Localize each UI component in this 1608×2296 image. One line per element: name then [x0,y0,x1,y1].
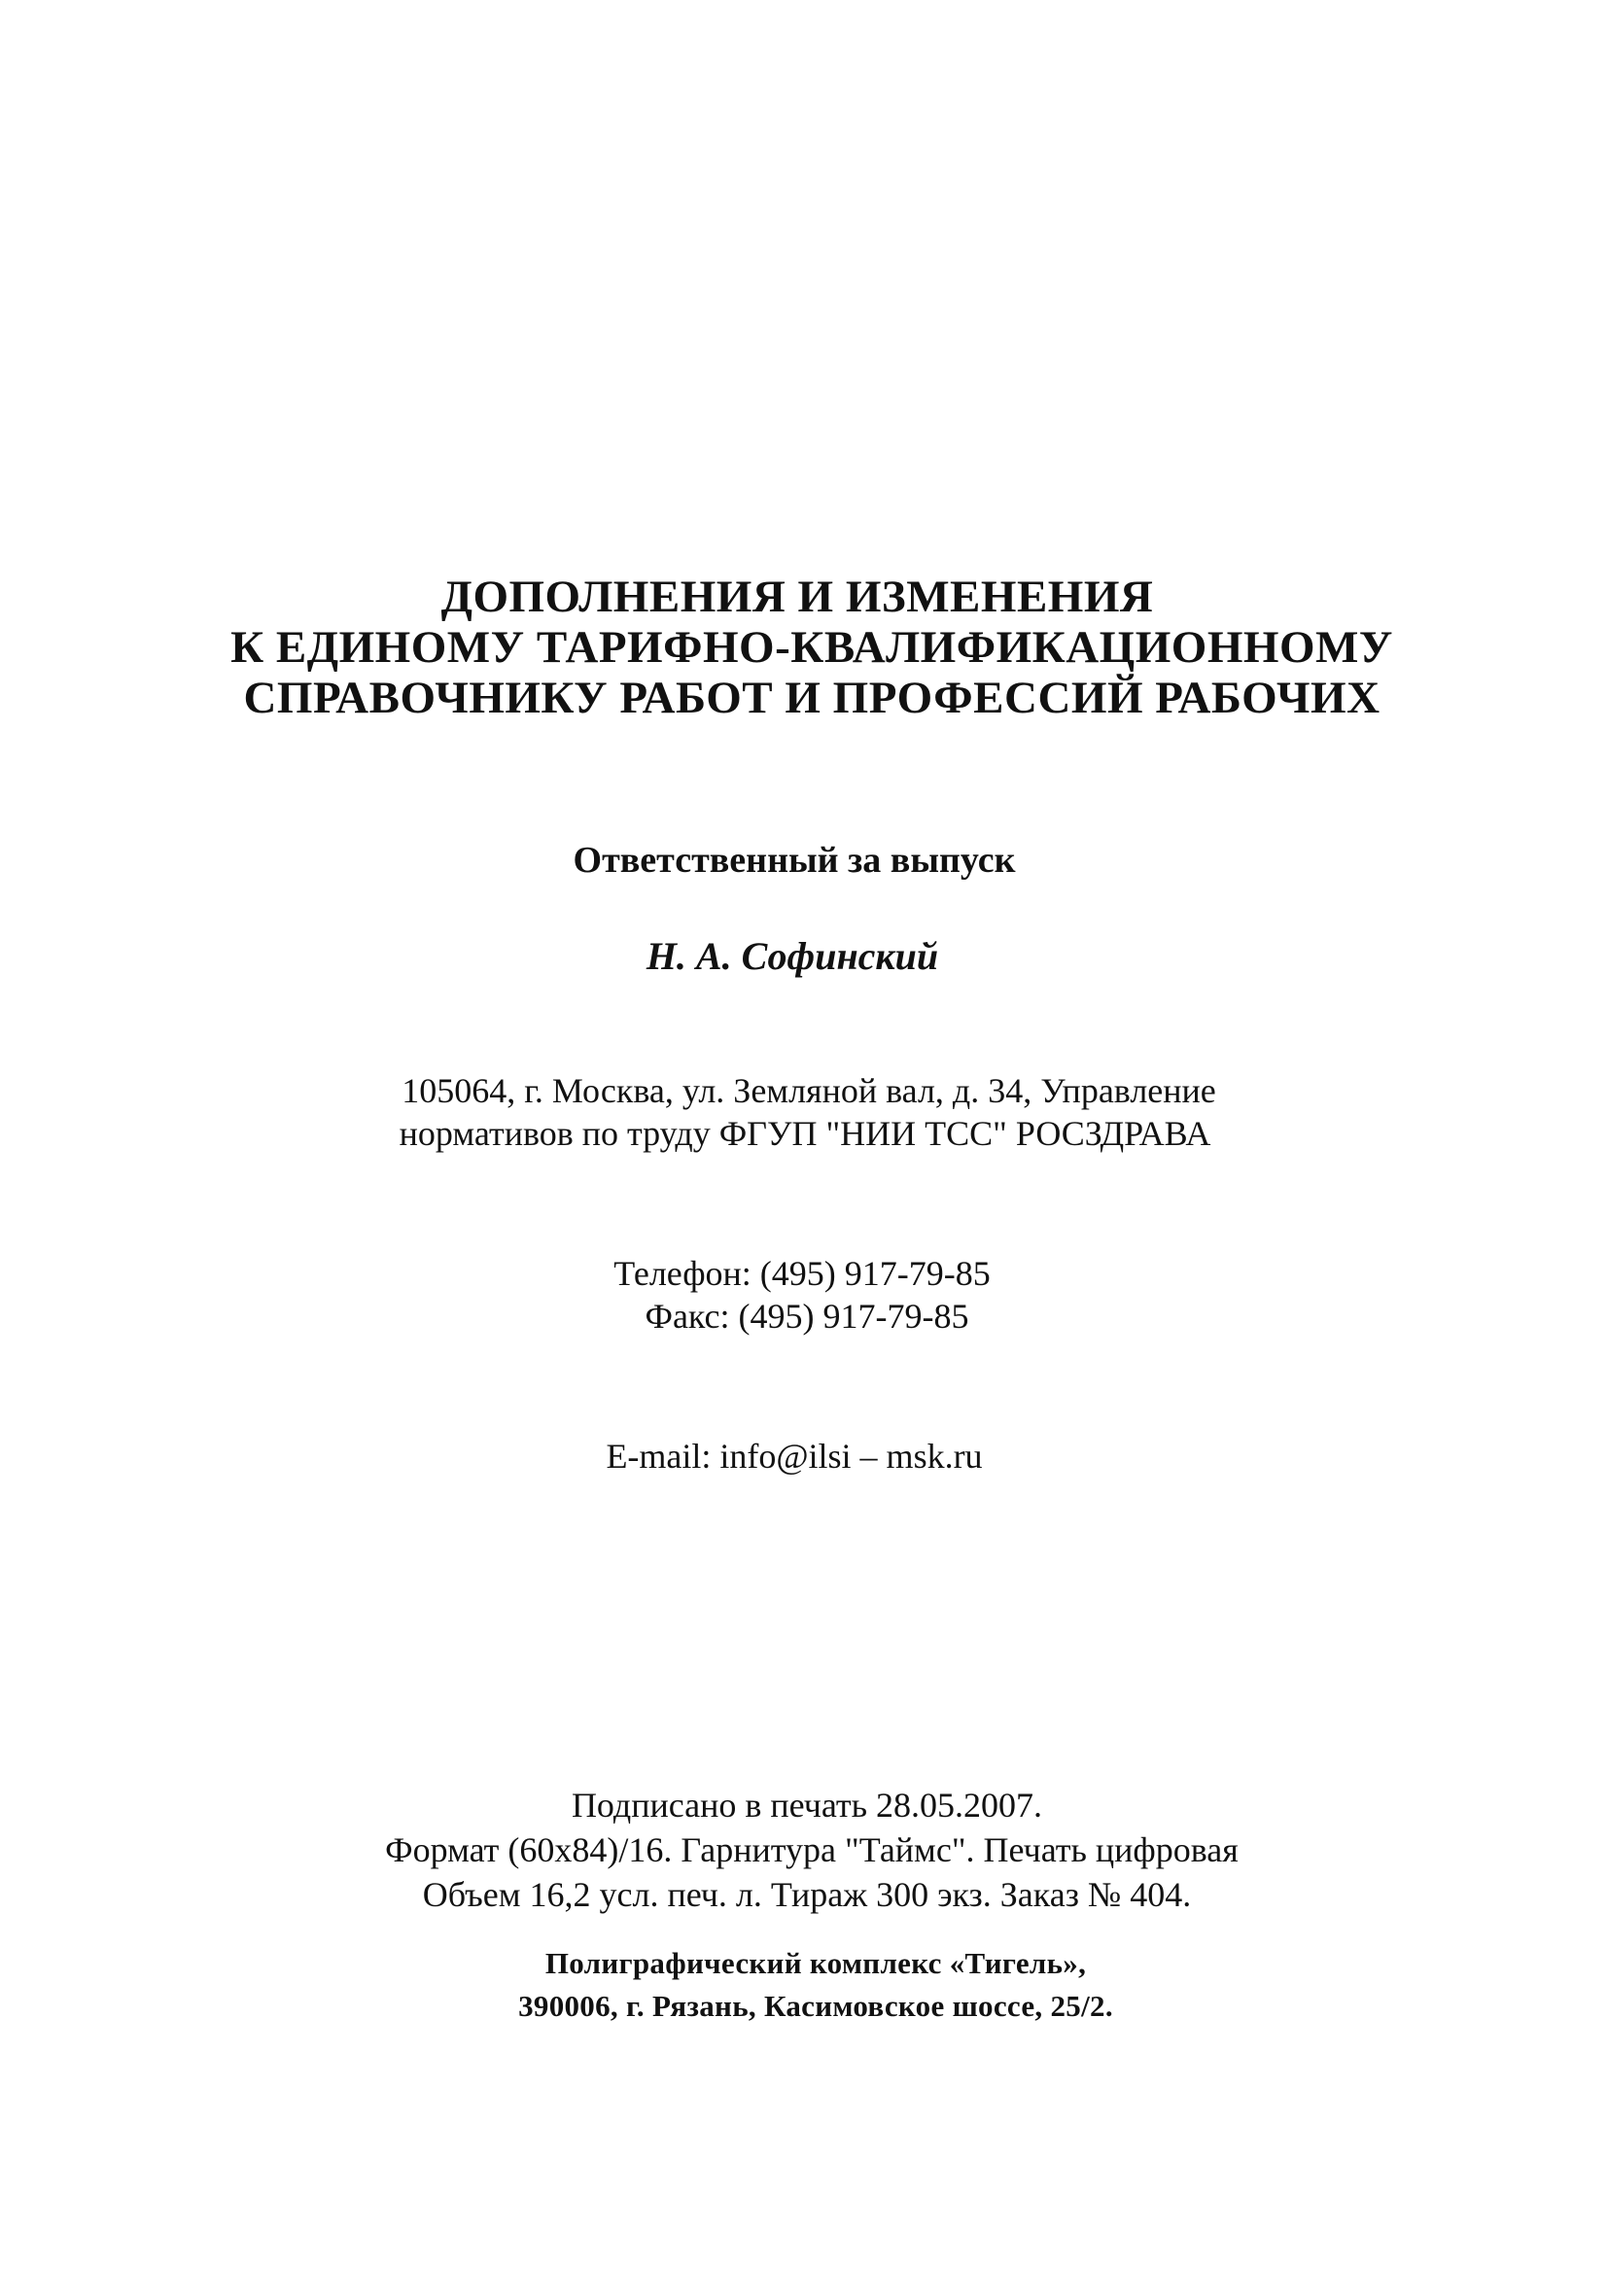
address-line-1: 105064, г. Москва, ул. Земляной вал, д. 34, Управление [402,1071,1216,1110]
imprint-signed: Подписано в печать 28.05.2007. [571,1786,1043,1825]
responsible-label: Ответственный за выпуск [573,840,1016,881]
document-title [0,572,1608,723]
title-line-2: К ЕДИНОМУ ТАРИФНО-КВАЛИФИКАЦИОННОМУ [230,622,1393,673]
printer-info [0,1942,1608,2028]
publisher-address [0,1069,1608,1155]
printer-name: Полиграфический комплекс «Тигель», [544,1946,1087,1980]
contact-info [0,1252,1608,1338]
editor-name: Н. А. Софинский [646,934,939,978]
phone-number: Телефон: (495) 917-79-85 [613,1254,991,1293]
imprint-format: Формат (60x84)/16. Гарнитура "Таймс". Печать цифровая [385,1830,1239,1869]
printer-address: 390006, г. Рязань, Касимовское шоссе, 25/2. [518,1989,1113,2023]
imprint-volume: Объем 16,2 усл. печ. л. Тираж 300 экз. Заказ № 404. [422,1875,1192,1914]
title-line-1: ДОПОЛНЕНИЯ И ИЗМЕНЕНИЯ [440,572,1154,622]
fax-number: Факс: (495) 917-79-85 [645,1297,969,1336]
address-line-2: нормативов по труду ФГУП "НИИ ТСС" РОСЗДРАВА [399,1114,1211,1153]
title-line-3: СПРАВОЧНИКУ РАБОТ И ПРОФЕССИЙ РАБОЧИХ [243,673,1381,723]
email-address: E-mail: info@ilsi – msk.ru [606,1437,983,1476]
imprint-info [0,1783,1608,1917]
